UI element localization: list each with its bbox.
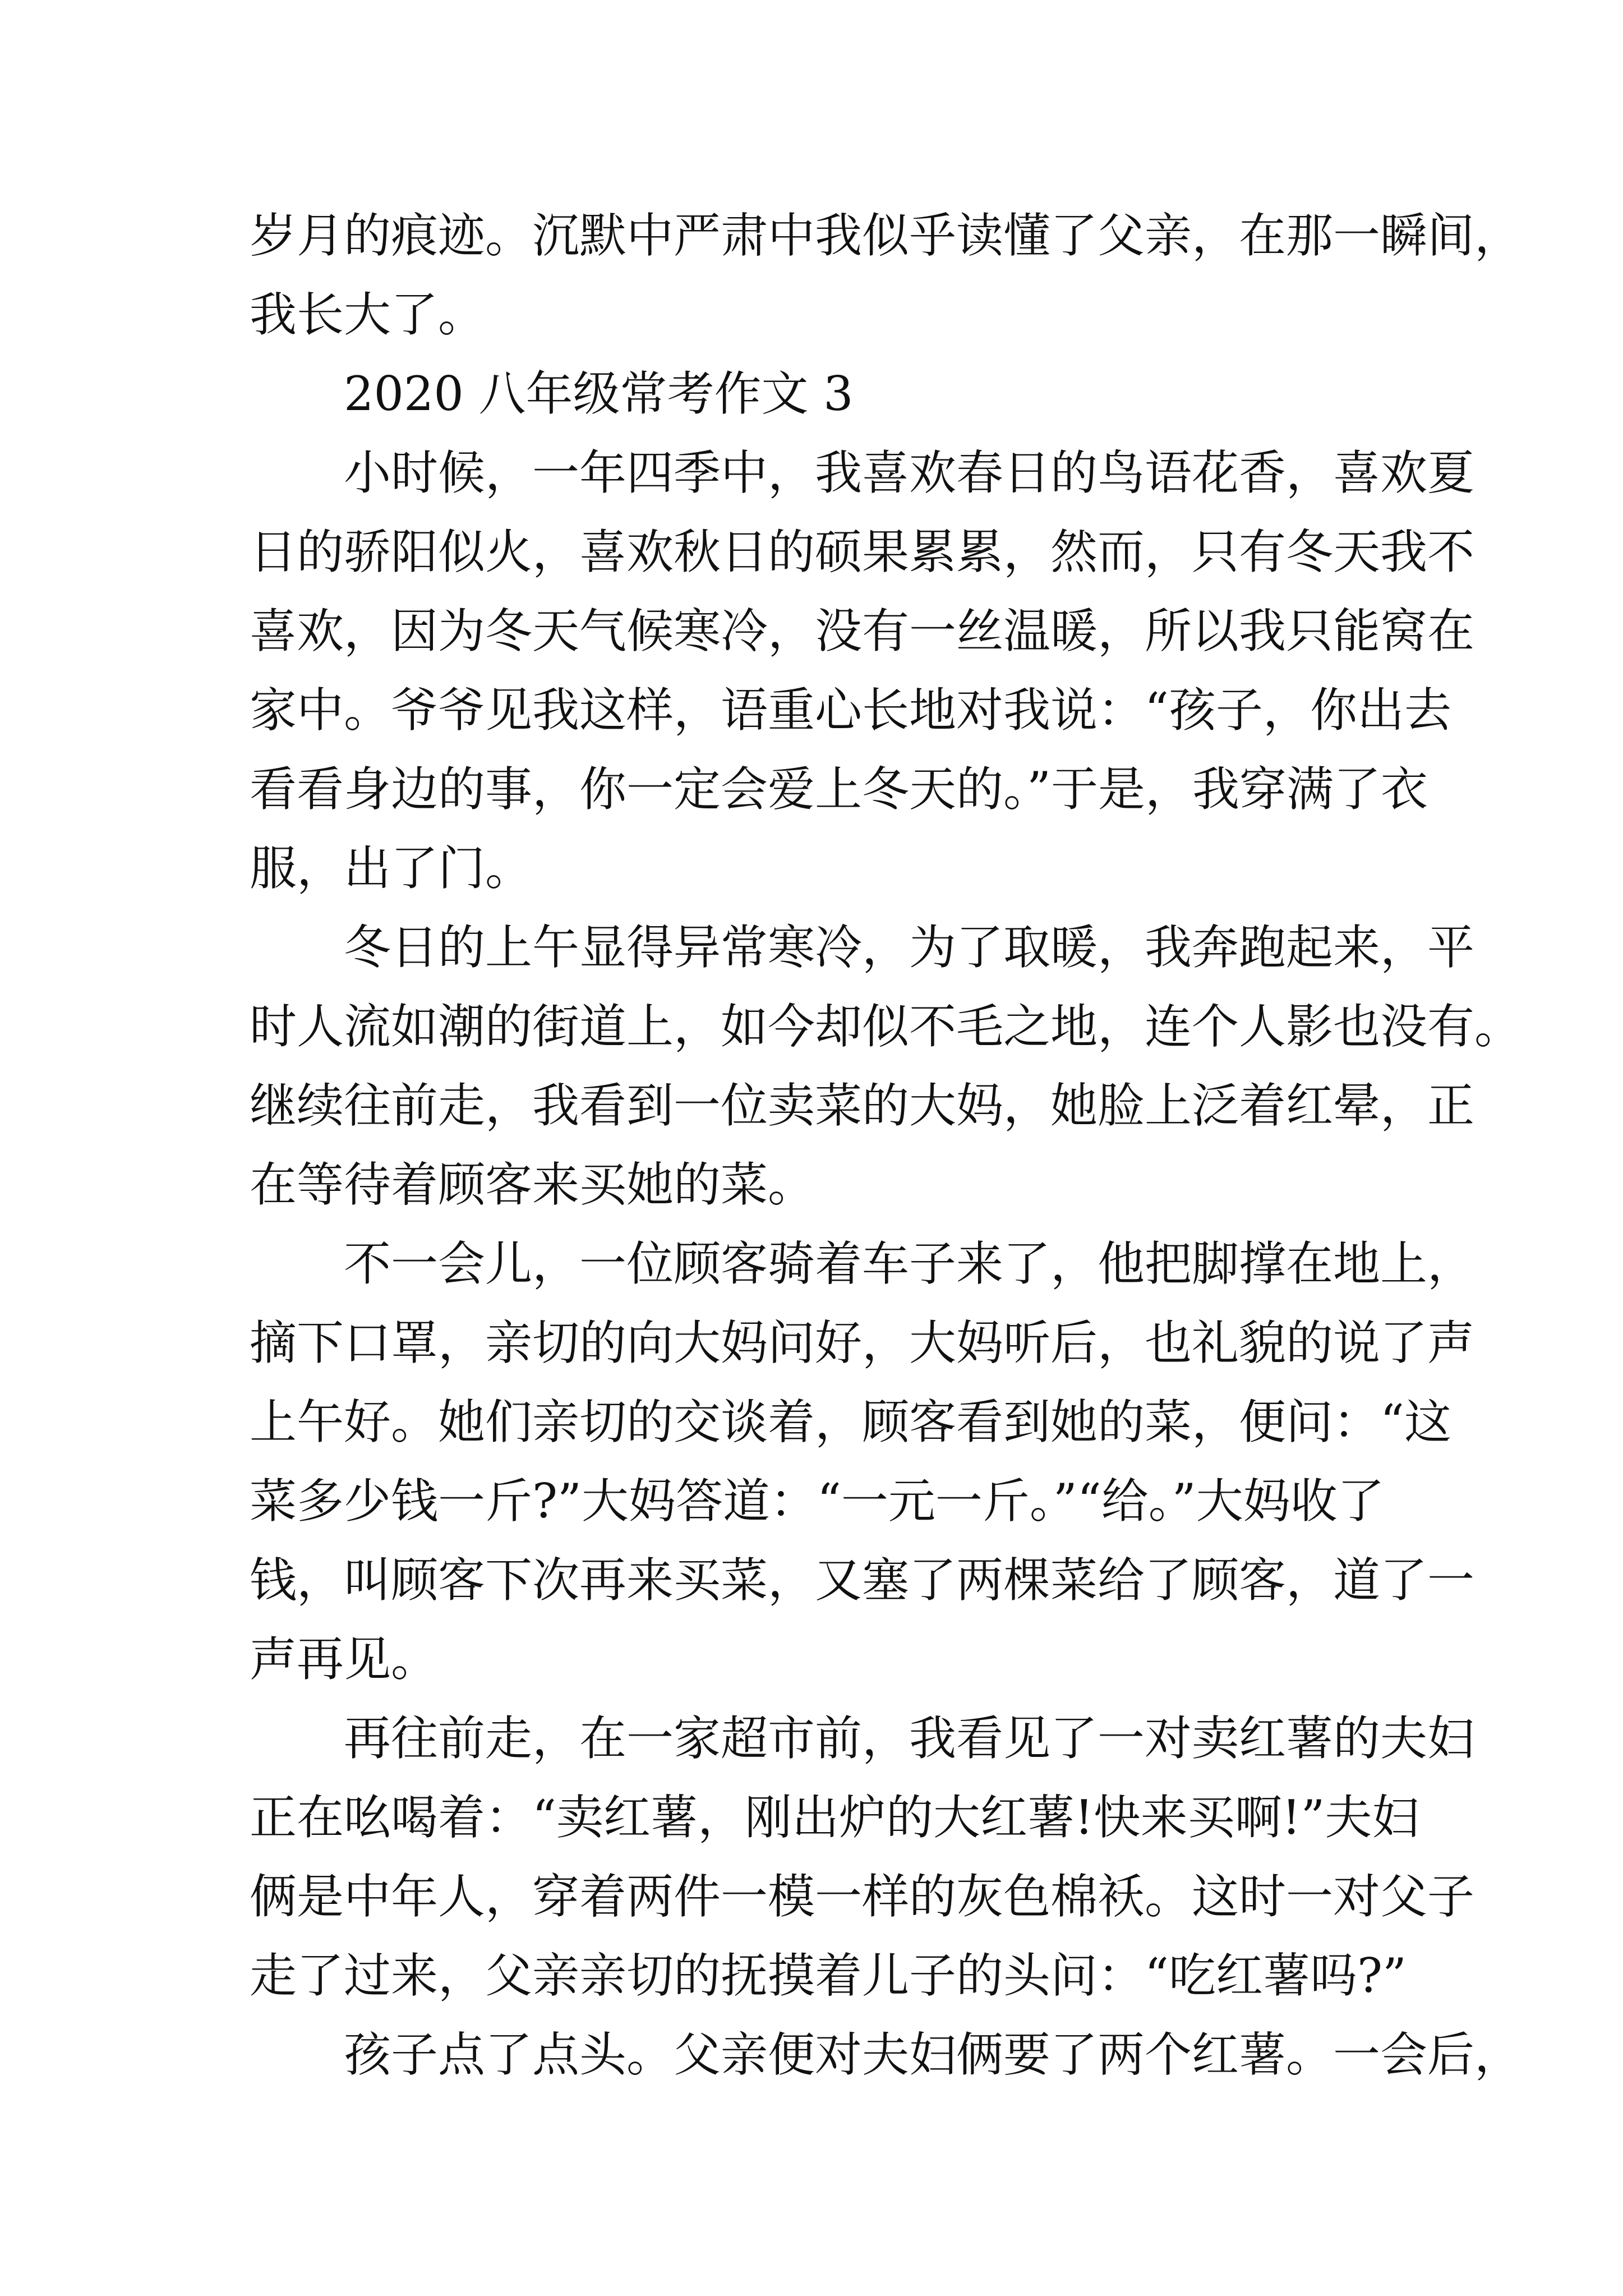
text-line: 时人流如潮的街道上，如今却似不毛之地，连个人影也没有。	[250, 999, 1522, 1054]
text-line: 声再见。	[250, 1632, 439, 1687]
text-line: 我长大了。	[250, 287, 486, 342]
text-line: 看看身边的事，你一定会爱上冬天的。”于是，我穿满了衣	[250, 762, 1428, 817]
paragraph-first-line: 孩子点了点头。父亲便对夫妇俩要了两个红薯。一会后，	[344, 2027, 1522, 2082]
text-line: 俩是中年人，穿着两件一模一样的灰色棉袄。这时一对父子	[250, 1869, 1475, 1924]
essay-heading: 2020 八年级常考作文 3	[344, 366, 854, 421]
text-line: 上午好。她们亲切的交谈着，顾客看到她的菜，便问：“这	[250, 1395, 1451, 1450]
text-line: 在等待着顾客来买她的菜。	[250, 1157, 815, 1212]
text-line: 岁月的痕迹。沉默中严肃中我似乎读懂了父亲，在那一瞬间，	[250, 208, 1522, 263]
text-line: 喜欢，因为冬天气候寒冷，没有一丝温暖，所以我只能窝在	[250, 604, 1475, 659]
text-line: 菜多少钱一斤?”大妈答道：“一元一斤。”“给。”大妈收了	[250, 1474, 1385, 1529]
paragraph-first-line: 小时候，一年四季中，我喜欢春日的鸟语花香，喜欢夏	[344, 445, 1475, 500]
paragraph-first-line: 不一会儿，一位顾客骑着车子来了，他把脚撑在地上，	[344, 1236, 1475, 1291]
paragraph-first-line: 冬日的上午显得异常寒冷，为了取暖，我奔跑起来，平	[344, 920, 1475, 975]
text-line: 日的骄阳似火，喜欢秋日的硕果累累，然而，只有冬天我不	[250, 524, 1475, 579]
text-line: 走了过来，父亲亲切的抚摸着儿子的头问：“吃红薯吗?”	[250, 1948, 1407, 2003]
text-line: 摘下口罩，亲切的向大妈问好，大妈听后，也礼貌的说了声	[250, 1315, 1475, 1370]
text-line: 钱，叫顾客下次再来买菜，又塞了两棵菜给了顾客，道了一	[250, 1553, 1475, 1608]
paragraph-first-line: 再往前走，在一家超市前，我看见了一对卖红薯的夫妇	[344, 1711, 1475, 1766]
text-line: 正在吆喝着：“卖红薯，刚出炉的大红薯!快来买啊!”夫妇	[250, 1790, 1419, 1845]
document-body	[250, 196, 1522, 2095]
text-line: 家中。爷爷见我这样，语重心长地对我说：“孩子，你出去	[250, 683, 1451, 738]
text-line: 继续往前走，我看到一位卖菜的大妈，她脸上泛着红晕，正	[250, 1078, 1475, 1133]
text-line: 服，出了门。	[250, 841, 533, 896]
